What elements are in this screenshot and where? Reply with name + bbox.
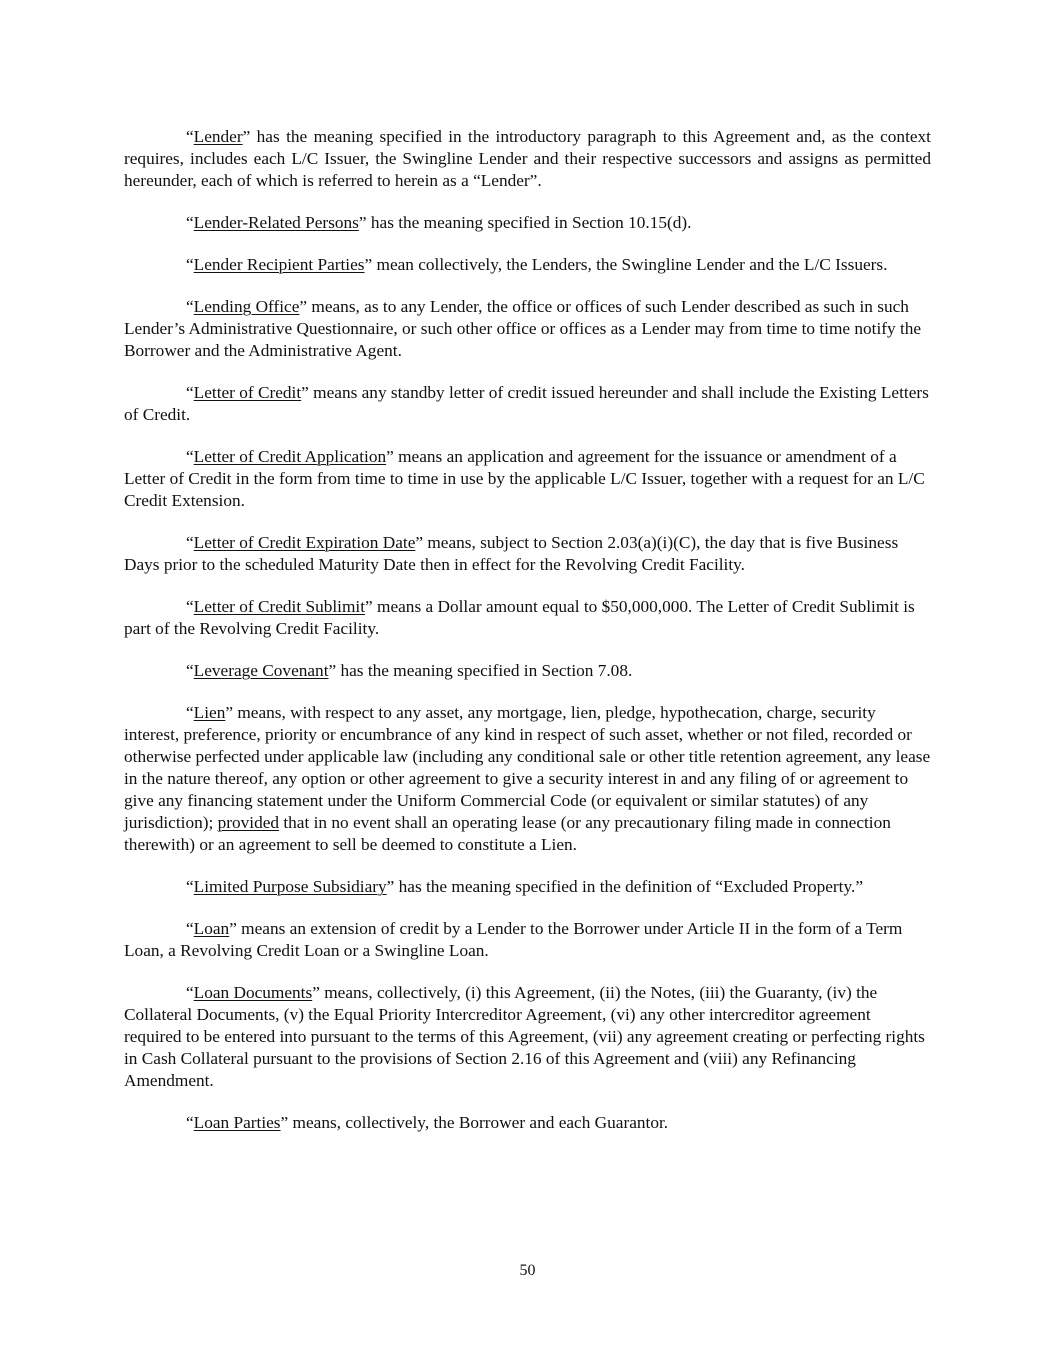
definition-text: ” means an extension of credit by a Lender to the Borrower under Article II in the form of a Term Loan, a Revolving Credit Loan or a Swingline Loan.	[124, 919, 903, 960]
defined-term: Lender	[193, 127, 243, 146]
defined-term: Loan Documents	[193, 983, 313, 1002]
defined-term: Letter of Credit	[193, 383, 302, 402]
definition-text-continued: that in no event shall an operating lease (or any precautionary filing made in connection therewith) or an agreement to sell be deemed to constitute a Lien.	[124, 813, 891, 854]
definition-letter-of-credit-application	[124, 446, 931, 512]
definition-text: ” means any standby letter of credit issued hereunder and shall include the Existing Letters of Credit.	[124, 383, 929, 424]
definition-text: ” means, collectively, (i) this Agreement, (ii) the Notes, (iii) the Guaranty, (iv) the Collateral Documents, (v) the Equal Priority Intercreditor Agreement, (vi) any other intercreditor agreement required to be entered into pursuant to the terms of this Agreement, (vii) any agreement creating or perfecting rights in Cash Collateral pursuant to the provisions of Section 2.16 of this Agreement and (viii) any Refinancing Amendment.	[124, 983, 925, 1090]
definition-lien	[124, 702, 931, 856]
open-quote: “	[186, 533, 194, 552]
open-quote: “	[186, 447, 194, 466]
open-quote: “	[186, 383, 194, 402]
defined-term: Loan Parties	[193, 1113, 281, 1132]
definition-text: ” means, as to any Lender, the office or offices of such Lender described as such in such Lender’s Administrative Questionnaire, or such other office or offices as a Lender may from time to time notify the Borrower and the Administrative Agent.	[124, 297, 922, 360]
open-quote: “	[186, 1113, 194, 1132]
open-quote: “	[186, 983, 194, 1002]
defined-term: Limited Purpose Subsidiary	[193, 877, 387, 896]
definition-letter-of-credit	[124, 382, 931, 426]
definition-loan	[124, 918, 931, 962]
defined-term: Letter of Credit Expiration Date	[193, 533, 416, 552]
open-quote: “	[186, 877, 194, 896]
definition-lending-office	[124, 296, 931, 362]
underlined-proviso: provided	[217, 813, 280, 832]
open-quote: “	[186, 255, 194, 274]
definition-loan-documents	[124, 982, 931, 1092]
definition-leverage-covenant	[124, 660, 931, 682]
open-quote: “	[186, 919, 194, 938]
definition-text: ” means, with respect to any asset, any mortgage, lien, pledge, hypothecation, charge, security interest, preference, priority or encumbrance of any kind in respect of such asset, whether or not filed, recorded or otherwise perfected under applicable law (including any conditional sale or other title retention agreement, any lease in the nature thereof, any option or other agreement to give a security interest in and any filing of or agreement to give any financing statement under the Uniform Commercial Code (or equivalent or similar statutes) of any jurisdiction);	[124, 703, 931, 832]
open-quote: “	[186, 127, 194, 146]
definition-loan-parties	[124, 1112, 931, 1134]
defined-term: Letter of Credit Sublimit	[193, 597, 366, 616]
definition-text: ” has the meaning specified in Section 10.15(d).	[358, 213, 692, 232]
definition-text: ” has the meaning specified in the introductory paragraph to this Agreement and, as the context requires, includes each L/C Issuer, the Swingline Lender and their respective successors and assigns as permitted hereunder, each of which is referred to herein as a “Lender”.	[124, 127, 931, 190]
definition-text: ” means, collectively, the Borrower and each Guarantor.	[280, 1113, 669, 1132]
defined-term: Letter of Credit Application	[193, 447, 387, 466]
document-page	[124, 126, 931, 1154]
definition-limited-purpose-subsidiary	[124, 876, 931, 898]
defined-term: Lien	[193, 703, 226, 722]
defined-term: Lender-Related Persons	[193, 213, 359, 232]
definition-text: ” mean collectively, the Lenders, the Swingline Lender and the L/C Issuers.	[364, 255, 888, 274]
definition-text: ” means an application and agreement for the issuance or amendment of a Letter of Credit in the form from time to time in use by the applicable L/C Issuer, together with a request for an L/C Credit Extension.	[124, 447, 925, 510]
definition-letter-of-credit-expiration-date	[124, 532, 931, 576]
definition-lender-recipient-parties	[124, 254, 931, 276]
definition-text: ” has the meaning specified in Section 7.08.	[328, 661, 633, 680]
defined-term: Loan	[193, 919, 230, 938]
page-number: 50	[519, 1262, 536, 1279]
open-quote: “	[186, 597, 194, 616]
open-quote: “	[186, 661, 194, 680]
definition-lender	[124, 126, 931, 192]
defined-term: Leverage Covenant	[193, 661, 329, 680]
defined-term: Lender Recipient Parties	[193, 255, 365, 274]
open-quote: “	[186, 703, 194, 722]
open-quote: “	[186, 213, 194, 232]
defined-term: Lending Office	[193, 297, 300, 316]
definition-text: ” has the meaning specified in the definition of “Excluded Property.”	[386, 877, 863, 896]
definition-letter-of-credit-sublimit	[124, 596, 931, 640]
open-quote: “	[186, 297, 194, 316]
definition-lender-related-persons	[124, 212, 931, 234]
definition-text: ” means a Dollar amount equal to $50,000,000. The Letter of Credit Sublimit is part of the Revolving Credit Facility.	[124, 597, 915, 638]
definition-text: ” means, subject to Section 2.03(a)(i)(C), the day that is five Business Days prior to the scheduled Maturity Date then in effect for the Revolving Credit Facility.	[124, 533, 899, 574]
